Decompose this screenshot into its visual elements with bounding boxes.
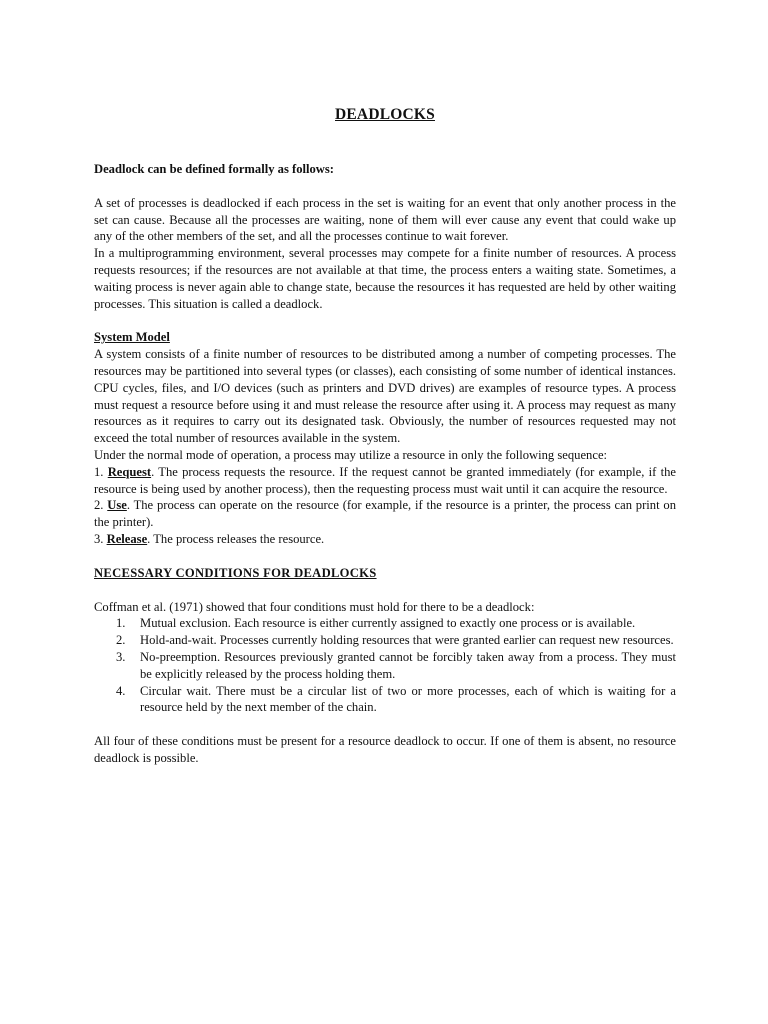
step-label-request: Request: [107, 464, 152, 479]
list-item-number: 3.: [116, 649, 126, 664]
conditions-conclusion: All four of these conditions must be present for a resource deadlock to occur. If one of them is absent, no resource deadlock is possible.: [94, 734, 676, 765]
list-item: [94, 683, 676, 717]
document-page: [94, 105, 676, 767]
step-request: [94, 464, 676, 498]
step-text: . The process can operate on the resource (for example, if the resource is a printer, the process can print on the printer).: [94, 498, 676, 530]
list-item-number: 1.: [116, 616, 126, 631]
list-item-text: Hold-and-wait. Processes currently holding resources that were granted earlier can request new resources.: [140, 633, 674, 648]
system-model-paragraph-1: A system consists of a finite number of resources to be distributed among a number of competing processes. The resources may be partitioned into several types (or classes), each consisting of some number of identical instances. CPU cycles, files, and I/O devices (such as printers and DVD drives) are examples of resource types. A process must request a resource before using it and must release the resource after using it. A process may request as many resources as it requires to carry out its designated task. Obviously, the number of resources requested may not exceed the total number of resources available in the system.: [94, 347, 676, 446]
list-item-text: Circular wait. There must be a circular list of two or more processes, each of which is waiting for a resource held by the next member of the chain.: [140, 683, 676, 715]
system-model-paragraph-2: Under the normal mode of operation, a process may utilize a resource in only the following sequence:: [94, 447, 608, 462]
list-item: [94, 615, 676, 632]
list-item: [94, 649, 676, 683]
necessary-conditions-heading: NECESSARY CONDITIONS FOR DEADLOCKS: [94, 565, 377, 580]
system-model-heading: System Model: [94, 330, 170, 345]
list-item-number: 4.: [116, 683, 126, 698]
step-use: [94, 497, 676, 531]
step-text: . The process releases the resource.: [147, 531, 325, 546]
intro-paragraph-2: In a multiprogramming environment, several processes may compete for a finite number of resources. A process requests resources; if the resources are not available at that time, the process enters a waiting state. Sometimes, a waiting process is never again able to change state, because the resources it has requested are held by other waiting processes. This situation is called a deadlock.: [94, 246, 676, 311]
step-number: 3.: [94, 531, 107, 546]
list-item: [94, 632, 676, 649]
step-number: 1.: [94, 464, 108, 479]
list-item-number: 2.: [116, 633, 126, 648]
conditions-intro: Coffman et al. (1971) showed that four conditions must hold for there to be a deadlock:: [94, 599, 535, 614]
step-number: 2.: [94, 498, 108, 513]
step-label-use: Use: [107, 498, 127, 513]
step-label-release: Release: [106, 531, 148, 546]
conditions-list: [94, 615, 676, 716]
intro-heading: Deadlock can be defined formally as follows:: [94, 162, 334, 176]
document-title: DEADLOCKS: [335, 106, 435, 123]
intro-paragraph-1: A set of processes is deadlocked if each process in the set is waiting for an event that only another process in the set can cause. Because all the processes are waiting, none of them will ever cause any event that could wake up any of the other members of the set, and all the processes continue to wait forever.: [94, 195, 676, 244]
step-release: [94, 531, 676, 548]
list-item-text: No-preemption. Resources previously granted cannot be forcibly taken away from a process. They must be explicitly released by the process holding them.: [140, 649, 676, 681]
list-item-text: Mutual exclusion. Each resource is either currently assigned to exactly one process or is available.: [140, 616, 636, 631]
step-text: . The process requests the resource. If the request cannot be granted immediately (for example, if the resource is being used by another process), then the requesting process must wait until it can acquire the resource.: [94, 464, 676, 496]
